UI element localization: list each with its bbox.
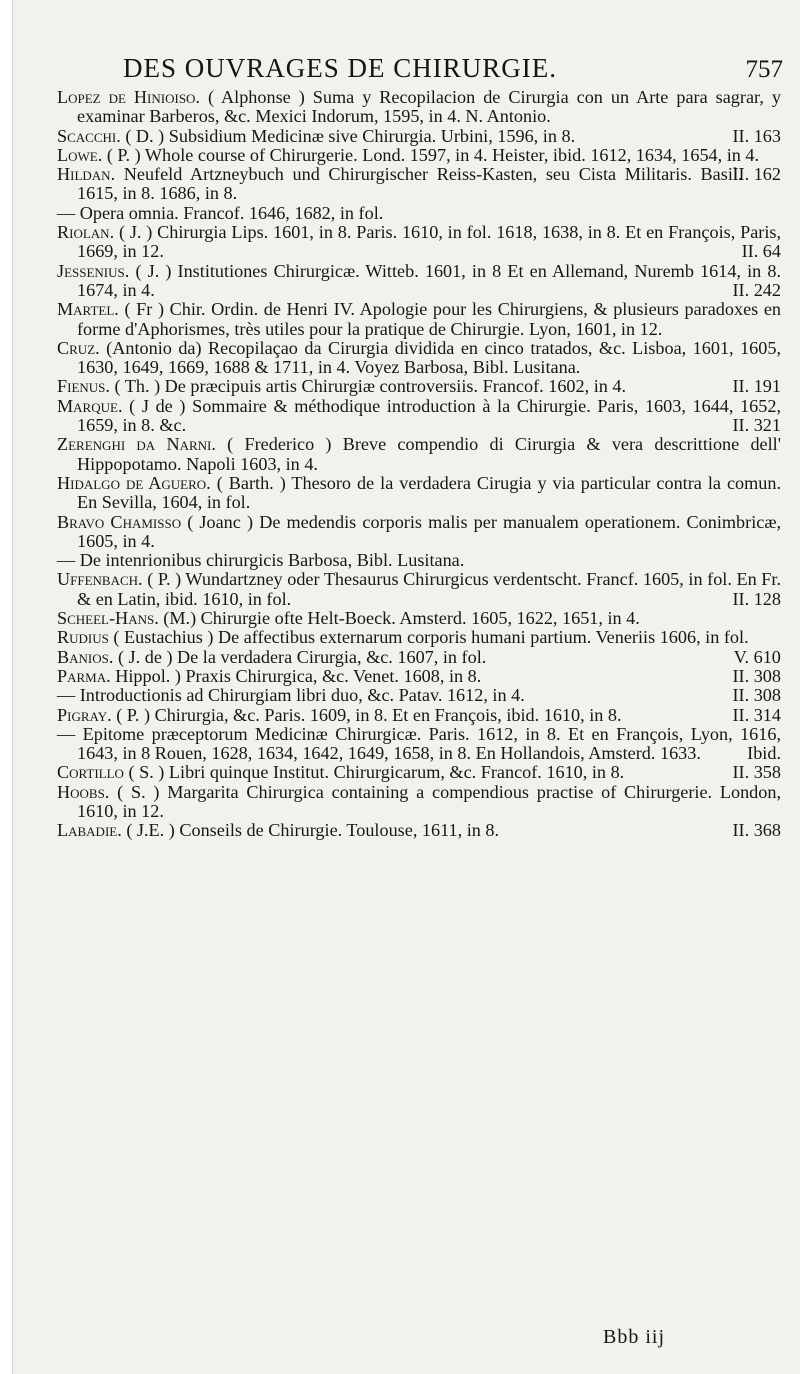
entry-author: Banios.	[57, 646, 114, 667]
entry-reference: II. 64	[741, 241, 781, 262]
bibliography-entry	[57, 300, 781, 339]
entry-author: Marque.	[57, 395, 123, 416]
entry-author: Hoobs.	[57, 781, 110, 802]
entry-reference: II. 163	[732, 125, 781, 146]
bibliography-entry	[57, 339, 781, 378]
entry-reference: II. 321	[732, 415, 781, 436]
entry-reference: II. 191	[732, 376, 781, 397]
entry-text: (Antonio da) Recopilaçao da Cirurgia dividida en cinco tratados, &c. Lisboa, 1601, 1605, 1630, 1649, 1669, 1688 & 1711, in 4. Voyez Barbosa, Bibl. Lusitana.	[77, 337, 781, 378]
entry-text: ( Eustachius ) De affectibus externarum corporis humani partium. Veneriis 1606, in fol.	[113, 627, 749, 648]
bibliography-entry	[57, 127, 781, 146]
entry-reference: II. 308	[732, 665, 781, 686]
entry-author: —	[57, 723, 76, 744]
entry-reference: II. 308	[732, 685, 781, 706]
bibliography-entry	[57, 204, 781, 223]
entry-author: Labadie.	[57, 820, 122, 841]
bibliography-list	[57, 88, 781, 841]
entry-text: ( Alphonse ) Suma y Recopilacion de Cirurgia con un Arte para sagrar, y examinar Barberos, &c. Mexici Indorum, 1595, in 4. N. Antonio.	[77, 87, 781, 127]
bibliography-entry	[57, 570, 781, 609]
entry-author: Lopez de Hinioiso.	[57, 87, 200, 107]
entry-author: Scacchi.	[57, 125, 121, 146]
page-number: 757	[745, 56, 783, 83]
entry-author: Parma.	[57, 665, 111, 686]
bibliography-entry	[57, 609, 781, 628]
entry-text: ( J. ) Institutiones Chirurgicæ. Witteb. 1601, in 8 Et en Allemand, Nuremb 1614, in 8. 1674, in 4.	[77, 260, 781, 300]
entry-text: De intenrionibus chirurgicis Barbosa, Bibl. Lusitana.	[79, 550, 465, 571]
entry-text: ( S. ) Libri quinque Institut. Chirurgicarum, &c. Francof. 1610, in 8.	[128, 762, 625, 783]
entry-reference: II. 368	[732, 820, 781, 841]
entry-text: ( P. ) Chirurgia, &c. Paris. 1609, in 8. Et en François, ibid. 1610, in 8.	[116, 704, 622, 725]
entry-text: (M.) Chirurgie ofte Helt-Boeck. Amsterd. 1605, 1622, 1651, in 4.	[163, 608, 640, 629]
entry-text: ( Frederico ) Breve compendio di Cirurgia & vera descrittione dell' Hippopotamo. Napoli 1603, in 4.	[77, 434, 782, 474]
entry-text: ( Barth. ) Thesoro de la verdadera Cirugia y via particular contra la comun. En Sevilla, 1604, in fol.	[77, 472, 781, 513]
book-page	[12, 0, 800, 1374]
bibliography-entry	[57, 706, 781, 725]
entry-author: Bravo Chamisso	[57, 511, 182, 532]
entry-reference: V. 610	[733, 646, 781, 667]
entry-reference: II. 242	[732, 279, 781, 300]
entry-author: Jessenius.	[57, 260, 130, 281]
entry-author: Uffenbach.	[57, 569, 143, 590]
bibliography-entry	[57, 397, 781, 436]
entry-text: ( J.E. ) Conseils de Chirurgie. Toulouse, 1611, in 8.	[126, 820, 500, 841]
entry-author: —	[57, 202, 76, 223]
entry-text: Epitome præceptorum Medicinæ Chirurgicæ. Paris. 1612, in 8. Et en François, Lyon, 1616, 1643, in 8 Rouen, 1628, 1634, 1642, 1649, 1658, in 8. En Hollandois, Amsterd. 1633.	[77, 723, 781, 764]
entry-author: Cruz.	[57, 337, 100, 358]
bibliography-entry	[57, 474, 781, 513]
entry-text: ( J. de ) De la verdadera Cirurgia, &c. 1607, in fol.	[117, 646, 487, 667]
bibliography-entry	[57, 165, 781, 204]
bibliography-entry	[57, 686, 781, 705]
entry-text: ( P. ) Whole course of Chirurgerie. Lond. 1597, in 4. Heister, ibid. 1612, 1634, 1654, in 4.	[106, 144, 760, 165]
bibliography-entry	[57, 628, 781, 647]
entry-reference: II. 314	[732, 704, 781, 725]
entry-reference: II. 162	[732, 164, 781, 185]
entry-author: Riolan.	[57, 222, 115, 243]
bibliography-entry	[57, 262, 781, 301]
entry-author: Fienus.	[57, 376, 110, 397]
entry-reference: II. 128	[732, 588, 781, 609]
signature-mark: Bbb iij	[603, 1326, 666, 1348]
bibliography-entry	[57, 513, 781, 552]
bibliography-entry	[57, 435, 781, 474]
bibliography-entry	[57, 551, 781, 570]
entry-author: Scheel-Hans.	[57, 608, 159, 629]
entry-author: Pigray.	[57, 704, 112, 725]
entry-text: ( Th. ) De præcipuis artis Chirurgiæ controversiis. Francof. 1602, in 4.	[114, 376, 627, 397]
entry-text: Neufeld Artzneybuch und Chirurgischer Reiss-Kasten, seu Cista Militaris. Basil. 1615, in 8. 1686, in 8.	[77, 164, 743, 204]
entry-author: Cortillo	[57, 762, 124, 783]
entry-text: Opera omnia. Francof. 1646, 1682, in fol.	[79, 202, 384, 223]
entry-reference: Ibid.	[747, 743, 781, 764]
entry-author: —	[57, 550, 76, 571]
entry-author: Zerenghi da Narni.	[57, 434, 216, 455]
entry-text: ( S. ) Margarita Chirurgica containing a compendious practise of Chirurgerie. London, 1610, in 12.	[77, 781, 781, 821]
page-header	[123, 44, 783, 84]
bibliography-entry	[57, 223, 781, 262]
bibliography-entry	[57, 667, 781, 686]
bibliography-entry	[57, 725, 781, 764]
entry-author: Lowe.	[57, 144, 103, 165]
bibliography-entry	[57, 88, 781, 127]
entry-author: Hildan.	[57, 164, 116, 185]
entry-reference: II. 358	[732, 762, 781, 783]
running-title: DES OUVRAGES DE CHIRURGIE.	[123, 53, 558, 83]
entry-text: ( P. ) Wundartzney oder Thesaurus Chirurgicus verdentscht. Francf. 1605, in fol. En Fr. & en Latin, ibid. 1610, in fol.	[77, 569, 782, 609]
bibliography-entry	[57, 648, 781, 667]
entry-text: Introductionis ad Chirurgiam libri duo, &c. Patav. 1612, in 4.	[79, 685, 525, 706]
entry-author: Rudius	[57, 627, 109, 648]
bibliography-entry	[57, 763, 781, 782]
entry-author: —	[57, 685, 76, 706]
entry-text: ( D. ) Subsidium Medicinæ sive Chirurgia. Urbini, 1596, in 8.	[125, 125, 576, 146]
entry-author: Hidalgo de Aguero.	[57, 472, 211, 493]
bibliography-entry	[57, 821, 781, 840]
bibliography-entry	[57, 783, 781, 822]
entry-text: ( J de ) Sommaire & méthodique introduction à la Chirurgie. Paris, 1603, 1644, 1652, 1659, in 8. &c.	[77, 395, 782, 436]
entry-text: ( Fr ) Chir. Ordin. de Henri IV. Apologie pour les Chirurgiens, & plusieurs paradoxes en forme d'Aphorismes, très utiles pour la pratique de Chirurgie. Lyon, 1601, in 12.	[77, 299, 782, 339]
bibliography-entry	[57, 377, 781, 396]
entry-text: ( Joanc ) De medendis corporis malis per manualem operationem. Conimbricæ, 1605, in 4.	[77, 511, 781, 551]
entry-text: ( J. ) Chirurgia Lips. 1601, in 8. Paris. 1610, in fol. 1618, 1638, in 8. Et en François, Paris, 1669, in 12.	[77, 222, 782, 262]
entry-author: Martel.	[57, 299, 119, 320]
entry-text: Hippol. ) Praxis Chirurgica, &c. Venet. 1608, in 8.	[115, 665, 482, 686]
